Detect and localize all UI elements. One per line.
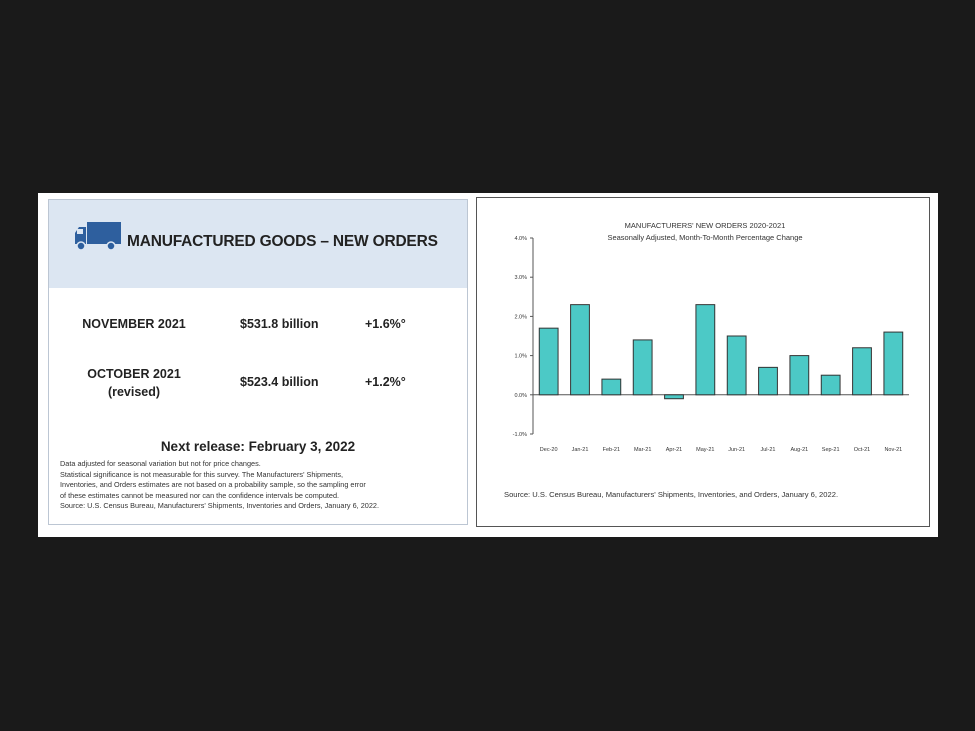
summary-title: MANUFACTURED GOODS – NEW ORDERS	[127, 233, 438, 250]
truck-icon	[73, 220, 123, 252]
footnote-line: of these estimates cannot be measured nor can the confidence intervals be computed.	[60, 490, 340, 500]
summary-panel	[48, 199, 468, 525]
x-tick-label: Feb-21	[602, 447, 621, 453]
bar	[821, 375, 840, 395]
next-release: Next release: February 3, 2022	[160, 439, 356, 454]
period-label-nov: NOVEMBER 2021	[82, 317, 186, 331]
bar-chart	[477, 198, 929, 526]
y-tick-label: 3.0%	[514, 275, 527, 282]
report-sheet	[38, 193, 938, 537]
bar	[696, 305, 715, 395]
x-tick-label: Nov-21	[884, 447, 903, 453]
chart-panel	[476, 197, 930, 527]
bar	[571, 305, 590, 395]
footnote-line: Inventories, and Orders estimates are not based on a probability sample, so the sampling error	[60, 480, 366, 490]
footnotes	[60, 459, 460, 512]
bar	[727, 336, 746, 395]
bar	[853, 348, 872, 395]
y-tick-label: 2.0%	[514, 314, 527, 321]
bar	[539, 328, 558, 395]
period-sublabel-oct: (revised)	[107, 385, 161, 399]
chart-source: Source: U.S. Census Bureau, Manufacturers' Shipments, Inventories, and Orders, January 6, 2022.	[504, 490, 839, 499]
value-oct: $523.4 billion	[240, 375, 319, 389]
x-tick-label: Apr-21	[665, 447, 683, 453]
x-tick-label: Sep-21	[821, 447, 840, 453]
bar	[633, 340, 652, 395]
x-tick-label: Dec-20	[539, 447, 558, 453]
change-nov: +1.6%°	[365, 317, 406, 331]
chart-subtitle: Seasonally Adjusted, Month-To-Month Percentage Change	[607, 233, 803, 242]
change-oct: +1.2%°	[365, 375, 406, 389]
value-nov: $531.8 billion	[240, 317, 319, 331]
bar	[759, 367, 778, 394]
x-tick-label: Aug-21	[790, 447, 809, 453]
y-tick-label: 0.0%	[514, 392, 527, 399]
bar	[665, 395, 684, 399]
y-tick-label: 1.0%	[514, 353, 527, 360]
x-tick-label: Mar-21	[633, 447, 652, 453]
y-tick-label: 4.0%	[514, 236, 527, 242]
x-tick-label: Oct-21	[853, 447, 871, 453]
bar	[884, 332, 903, 395]
footnote-source: Source: U.S. Census Bureau, Manufacturers' Shipments, Inventories and Orders, January 6, 2022.	[60, 501, 379, 511]
chart-title: MANUFACTURERS' NEW ORDERS 2020-2021	[624, 221, 786, 230]
summary-header	[49, 200, 467, 288]
bar	[602, 379, 621, 395]
y-tick-label: -1.0%	[512, 432, 527, 438]
x-tick-label: Jan-21	[571, 447, 589, 453]
x-tick-label: Jul-21	[760, 447, 776, 453]
footnote-line: Statistical significance is not measurable for this survey. The Manufacturers' Shipments,	[60, 469, 343, 479]
x-tick-label: May-21	[696, 447, 715, 453]
period-label-oct: OCTOBER 2021	[87, 367, 181, 381]
bar	[790, 356, 809, 395]
footnote-line: Data adjusted for seasonal variation but not for price changes.	[60, 459, 261, 468]
x-tick-label: Jun-21	[728, 447, 746, 453]
